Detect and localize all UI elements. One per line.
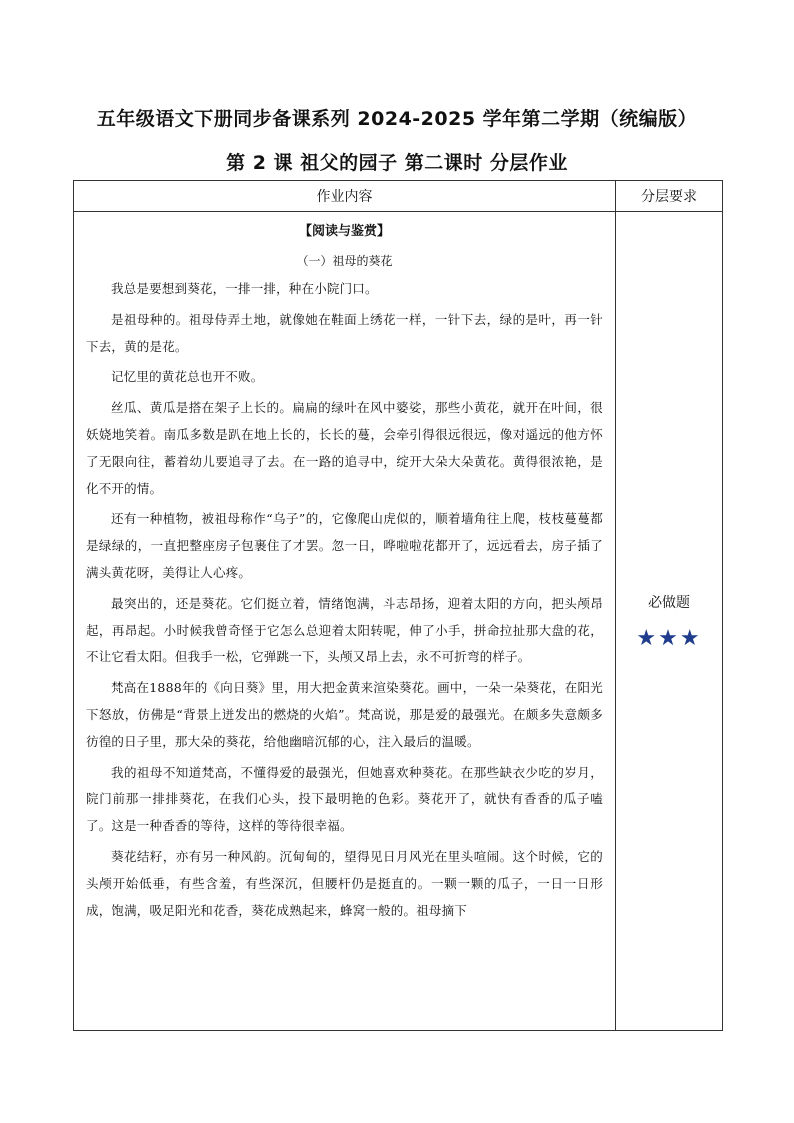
lesson-subtitle: 第 2 课 祖父的园子 第二课时 分层作业 [226,152,568,174]
level-column-header: 分层要求 [616,181,723,212]
paragraph: 最突出的，还是葵花。它们挺立着，情绪饱满，斗志昂扬，迎着太阳的方向，把头颅昂起，再昂起。小时候我曾奇怪于它怎么总迎着太阳转呢，伸了小手，拼命拉扯那大盘的花，不让它看太阳。但我手一松，它弹跳一下，头颅又昂上去，永不可折弯的样子。 [86,595,603,665]
content-cell [74,212,616,1031]
paragraph: 葵花结籽，亦有另一种风韵。沉甸甸的，望得见日月风光在里头喧闹。这个时候，它的头颅开始低垂，有些含羞，有些深沉，但腰杆仍是挺直的。一颗一颗的瓜子，一日一日形成，饱满，吸足阳光和花香，葵花成熟起来，蜂窝一般的。祖母摘下 [86,848,603,918]
star-rating-icon: ★★★ [636,625,702,651]
level-cell [616,212,723,1031]
content-column-header: 作业内容 [74,181,616,212]
section-title: 【阅读与鉴赏】 [298,224,390,239]
paragraph: 还有一种植物，被祖母称作“乌子”的，它像爬山虎似的，顺着墙角往上爬，枝枝蔓蔓都是绿绿的，一直把整座房子包裹住了才罢。忽一日，哗啦啦花都开了，远远看去，房子插了满头黄花呀，美得让人心疼。 [86,511,603,580]
paragraph: 我的祖母不知道梵高，不懂得爱的最强光，但她喜欢种葵花。在那些缺衣少吃的岁月，院门前那一排排葵花，在我们心头，投下最明艳的色彩。葵花开了，就快有香香的瓜子嗑了。这是一种香香的等待，这样的等待很幸福。 [86,764,603,834]
paragraph: 梵高在1888年的《向日葵》里，用大把金黄来渲染葵花。画中，一朵一朵葵花，在阳光下怒放，仿佛是“背景上迸发出的燃烧的火焰”。梵高说，那是爱的最强光。在颇多失意颇多彷徨的日子里，那大朵的葵花，给他幽暗沉郁的心，注入最后的温暖。 [86,680,603,749]
requirement-label: 必做题 [648,594,690,611]
paragraph: 是祖母种的。祖母侍弄土地，就像她在鞋面上绣花一样，一针下去，绿的是叶，再一针下去，黄的是花。 [86,311,603,354]
document-title: 五年级语文下册同步备课系列 2024-2025 学年第二学期（统编版） [96,108,698,130]
reading-title: （一）祖母的葵花 [296,254,393,268]
table-row [74,212,723,1031]
table-header-row [74,181,723,212]
paragraph: 记忆里的黄花总也开不败。 [111,369,264,385]
homework-table [73,180,723,1031]
paragraph: 我总是要想到葵花，一排一排，种在小院门口。 [111,281,378,296]
paragraph: 丝瓜、黄瓜是搭在架子上长的。扁扁的绿叶在风中婆娑，那些小黄花，就开在叶间，很妖娆地笑着。南瓜多数是趴在地上长的，长长的蔓，会牵引得很远很远，像对遥远的他方怀了无限向往，蓄着幼儿要追寻了去。在一路的追寻中，绽开大朵大朵黄花。黄得很浓艳，是化不开的情。 [86,400,603,496]
